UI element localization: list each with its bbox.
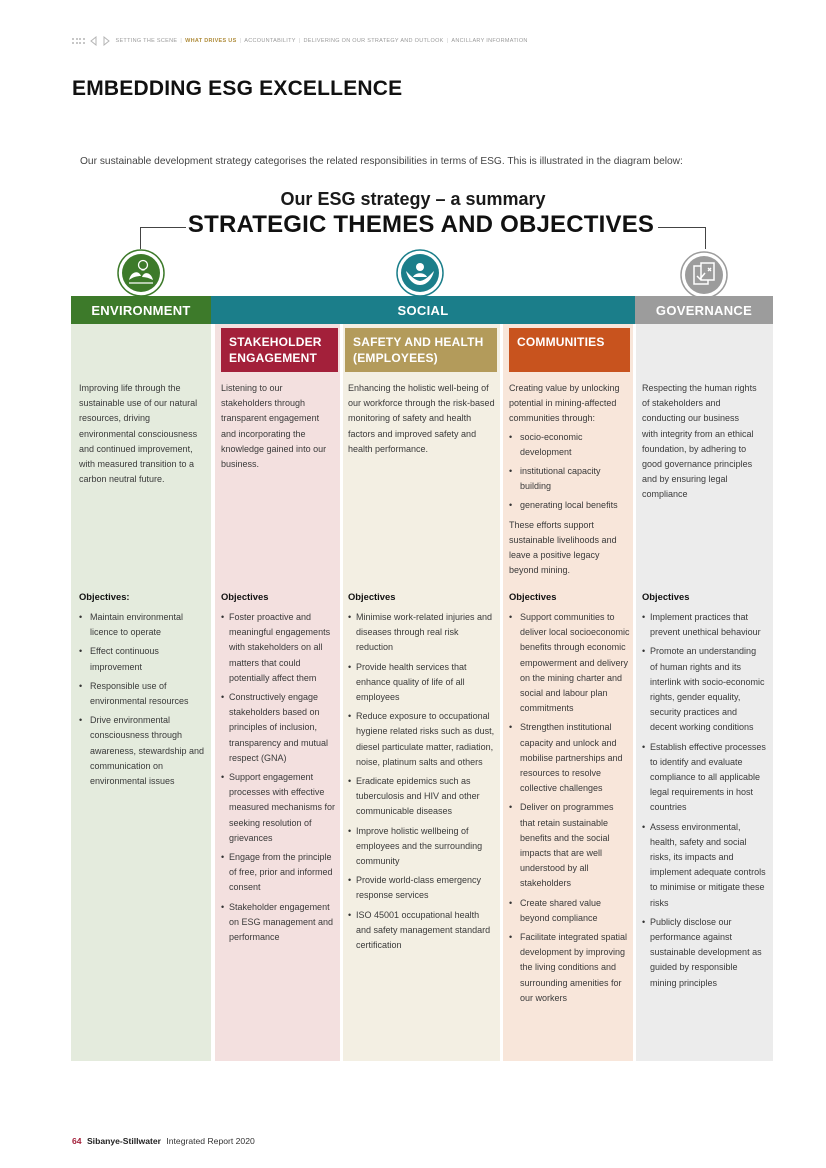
list-item: • Create shared value beyond compliance <box>509 896 631 926</box>
list-item: • Foster proactive and meaningful engagements with stakeholders on all matters that could potentially affect them <box>221 610 337 686</box>
list-item: • Provide world-class emergency response services <box>348 873 496 903</box>
list-item: • Publicly disclose our performance against sustainable development as guided by responsible mining principles <box>642 915 766 991</box>
brand-name: Sibanye-Stillwater <box>86 1136 161 1146</box>
nav-item-delivering-strategy[interactable]: DELIVERING ON OUR STRATEGY AND OUTLOOK <box>303 38 444 44</box>
communities-description: Creating value by unlocking potential in mining-affected communities through: <box>509 383 620 424</box>
list-item: • generating local benefits <box>509 498 631 513</box>
list-item: • Stakeholder engagement on ESG management and performance <box>221 900 337 946</box>
communities-objectives-heading: Objectives <box>509 591 557 602</box>
list-item: • Drive environmental consciousness through awareness, stewardship and communication on environmental issues <box>79 713 205 789</box>
previous-page-icon[interactable] <box>89 36 99 46</box>
list-item: • Reduce exposure to occupational hygiene related risks such as dust, diesel particulate matter, radiation, noise, platinum salts and others <box>348 709 496 770</box>
list-item: • Promote an understanding of human rights and its interlink with socio-economic rights, gender equality, security practices and decent working conditions <box>642 644 766 735</box>
nav-item-accountability[interactable]: ACCOUNTABILITY <box>244 38 296 44</box>
governance-objectives-heading: Objectives <box>642 591 690 602</box>
top-navigation: SETTING THE SCENE | WHAT DRIVES US | ACCOUNTABILITY | DELIVERING ON OUR STRATEGY AND OUTLOOK | ANCILLARY INFORMATION <box>72 35 531 47</box>
list-item: • ISO 45001 occupational health and safety management standard certification <box>348 908 496 954</box>
intro-text: Our sustainable development strategy categorises the related responsibilities in terms of ESG. This is illustrated in the diagram below: <box>80 156 683 167</box>
list-item: • Facilitate integrated spatial development by improving the living conditions and surrounding amenities for our workers <box>509 930 631 1006</box>
communities-description-block <box>509 381 631 578</box>
governance-header: GOVERNANCE <box>635 296 773 324</box>
list-item: • Improve holistic wellbeing of employees and the surrounding community <box>348 824 496 870</box>
bracket-left-line <box>140 227 186 249</box>
list-item: • socio-economic development <box>509 430 631 460</box>
list-item: • Engage from the principle of free, prior and informed consent <box>221 850 337 896</box>
safety-objectives-heading: Objectives <box>348 591 396 602</box>
page-footer <box>72 1136 255 1146</box>
safety-description: Enhancing the holistic well-being of our workforce through the risk-based monitoring of safety and health factors and improved safety and health performance. <box>348 383 495 454</box>
page-title: EMBEDDING ESG EXCELLENCE <box>72 77 403 100</box>
nav-item-setting-the-scene[interactable]: SETTING THE SCENE <box>115 38 178 44</box>
safety-health-heading: SAFETY AND HEALTH (EMPLOYEES) <box>345 328 497 372</box>
next-page-icon[interactable] <box>101 36 111 46</box>
list-item: • Constructively engage stakeholders based on principles of inclusion, transparency and mutual respect (GNA) <box>221 690 337 766</box>
list-item: • Implement practices that prevent unethical behaviour <box>642 610 766 640</box>
communities-heading: COMMUNITIES <box>509 328 630 372</box>
list-item: • Strengthen institutional capacity and unlock and mobilise partnerships and resources to resolve collective challenges <box>509 720 631 796</box>
nav-item-ancillary-information[interactable]: ANCILLARY INFORMATION <box>451 38 528 44</box>
stakeholder-engagement-heading: STAKEHOLDER ENGAGEMENT <box>221 328 338 372</box>
list-item: • Deliver on programmes that retain sustainable benefits and the social impacts that are well understood by all stakeholders <box>509 800 631 891</box>
communities-closing: These efforts support sustainable livelihoods and leave a positive legacy beyond mining. <box>509 519 617 576</box>
list-item: • Support engagement processes with effective measured mechanisms for seeking resolution of grievances <box>221 770 337 846</box>
documents-check-icon <box>680 251 728 299</box>
environment-objectives-list <box>79 610 205 793</box>
nav-item-what-drives-us[interactable]: WHAT DRIVES US <box>185 38 237 44</box>
environment-objectives-heading: Objectives: <box>79 591 130 602</box>
bracket-right-line <box>658 227 706 249</box>
communities-objectives-list <box>509 610 631 1010</box>
governance-objectives-list <box>642 610 766 995</box>
list-item: • Support communities to deliver local socioeconomic benefits through economic empowerment and delivery on the mining charter and social and labour plan commitments <box>509 610 631 716</box>
list-item: • institutional capacity building <box>509 464 631 494</box>
list-item: • Eradicate epidemics such as tuberculosis and HIV and other communicable diseases <box>348 774 496 820</box>
list-item: • Assess environmental, health, safety and social risks, its impacts and implement adequate controls to minimise or mitigate these risks <box>642 820 766 911</box>
stakeholder-objectives-list <box>221 610 337 949</box>
list-item: • Minimise work-related injuries and diseases through real risk reduction <box>348 610 496 656</box>
grid-menu-icon[interactable] <box>72 38 85 44</box>
diagram-title: STRATEGIC THEMES AND OBJECTIVES <box>187 211 655 238</box>
safety-objectives-list <box>348 610 496 957</box>
hands-person-icon <box>396 249 444 297</box>
page-number: 64 <box>72 1136 82 1146</box>
stakeholder-objectives-heading: Objectives <box>221 591 269 602</box>
leaf-bulb-icon <box>117 249 165 297</box>
list-item: • Provide health services that enhance quality of life of all employees <box>348 660 496 706</box>
governance-description: Respecting the human rights of stakeholders and conducting our business with integrity from an ethical foundation, by adhering to good governance principles and by ensuring legal compliance <box>642 383 757 500</box>
list-item: • Maintain environmental licence to operate <box>79 610 205 640</box>
list-item: • Effect continuous improvement <box>79 644 205 674</box>
communities-points <box>509 430 631 514</box>
environment-description: Improving life through the sustainable use of our natural resources, driving environmental consciousness and continued improvement, with measured transition to a carbon neutral future. <box>79 383 198 485</box>
list-item: • Establish effective processes to identify and evaluate compliance to all applicable legal requirements in host countries <box>642 740 766 816</box>
diagram-subtitle: Our ESG strategy – a summary <box>280 189 546 209</box>
stakeholder-description: Listening to our stakeholders through transparent engagement and incorporating the knowledge gained into our business. <box>221 383 327 470</box>
list-item: • Responsible use of environmental resources <box>79 679 205 709</box>
report-name: Integrated Report 2020 <box>166 1136 255 1146</box>
social-header: SOCIAL <box>211 296 635 324</box>
environment-header: ENVIRONMENT <box>71 296 211 324</box>
